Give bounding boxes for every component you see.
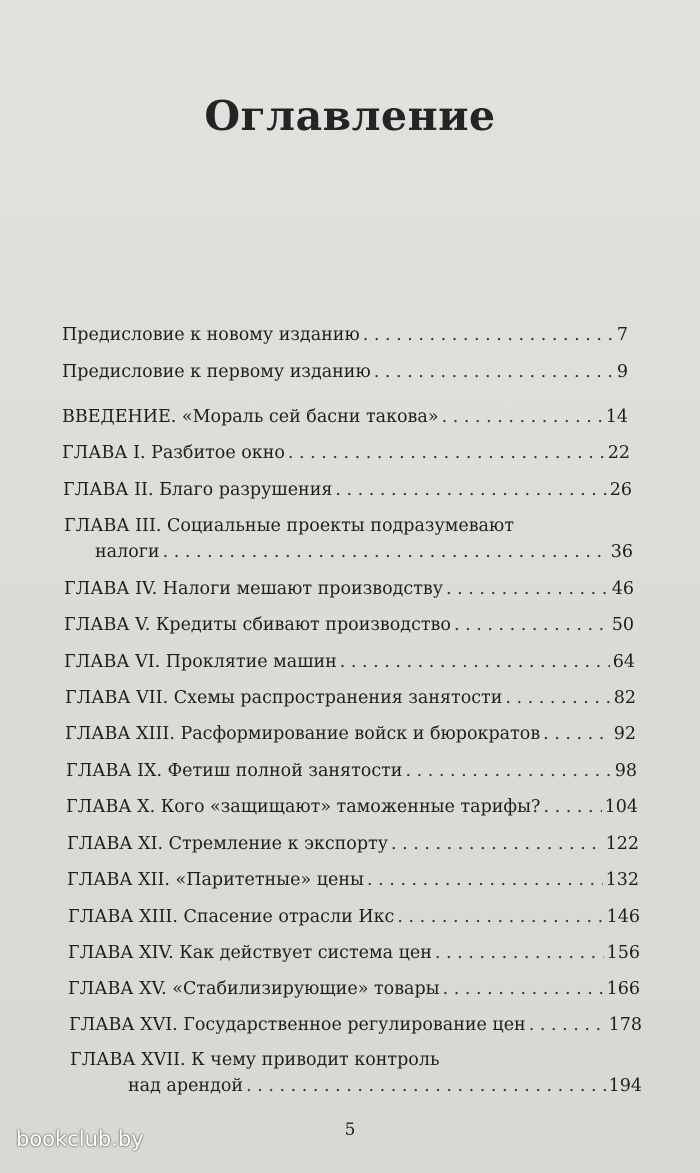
toc-entry-text: ГЛАВА X. Кого «защищают» таможенные тарифы? <box>66 797 541 817</box>
toc-entry-text: ГЛАВА VI. Проклятие машин <box>64 652 337 672</box>
toc-entry-page: 104 <box>604 797 638 817</box>
toc-leader <box>335 478 606 502</box>
toc-entry <box>63 478 632 502</box>
toc-entry-text: ГЛАВА XVI. Государственное регулирование цен <box>69 1015 526 1035</box>
toc-leader <box>246 1074 606 1098</box>
toc-entry-first-line: ГЛАВА III. Социальные проекты подразумевают <box>64 516 514 536</box>
toc-leader <box>397 905 603 929</box>
toc-entry <box>64 577 634 601</box>
toc-entry <box>64 613 634 637</box>
toc-entry-text: ВВЕДЕНИЕ. «Мораль сей басни такова» <box>62 407 439 427</box>
toc-leader <box>340 650 610 674</box>
toc-entry-text: ГЛАВА IV. Налоги мешают производству <box>64 579 444 599</box>
toc-entry <box>95 540 633 564</box>
toc-entry-page: 132 <box>605 870 639 890</box>
toc-leader <box>442 405 603 429</box>
toc-leader <box>543 722 611 746</box>
toc-entry-page: 50 <box>611 615 634 635</box>
toc-leader <box>505 686 610 710</box>
toc-entry <box>68 941 640 965</box>
toc-entry-text: ГЛАВА XI. Стремление к экспорту <box>67 834 388 854</box>
toc-entry <box>62 360 628 384</box>
toc-entry-page: 82 <box>613 688 636 708</box>
toc-entry-page: 7 <box>616 325 628 345</box>
toc-leader <box>435 941 604 965</box>
toc-entry <box>67 868 639 892</box>
toc-leader <box>367 868 603 892</box>
toc-entry-first-line: ГЛАВА XVII. К чему приводит контроль <box>70 1050 440 1070</box>
toc-leader <box>391 832 603 856</box>
page-title: Оглавление <box>204 92 496 140</box>
toc-entry-page: 9 <box>616 362 628 382</box>
toc-entry-text: налоги <box>95 542 160 562</box>
toc-leader <box>454 613 609 637</box>
toc-entry <box>62 405 628 429</box>
toc-leader <box>443 977 604 1001</box>
toc-entry-page: 92 <box>613 724 636 744</box>
toc-leader <box>374 360 614 384</box>
watermark: bookclub.by <box>16 1127 144 1151</box>
toc-entry-page: 26 <box>609 480 632 500</box>
toc-entry-text: Предисловие к новому изданию <box>62 325 360 345</box>
toc-entry <box>66 759 637 783</box>
toc-entry <box>69 1013 642 1037</box>
toc-entry-text: ГЛАВА XIV. Как действует система цен <box>68 943 432 963</box>
toc-entry-text: ГЛАВА XIII. Спасение отрасли Икс <box>68 907 395 927</box>
toc-entry-text: ГЛАВА VII. Схемы распространения занятости <box>65 688 503 708</box>
toc-entry-text: ГЛАВА V. Кредиты сбивают производство <box>64 615 451 635</box>
toc-entry <box>62 441 630 465</box>
toc-entry-text: ГЛАВА IX. Фетиш полной занятости <box>66 761 403 781</box>
toc-entry-text: ГЛАВА XIII. Расформирование войск и бюрократов <box>65 724 541 744</box>
toc-leader <box>163 540 608 564</box>
toc-entry-page: 166 <box>606 979 640 999</box>
toc-entry <box>68 977 640 1001</box>
toc-leader <box>363 323 614 347</box>
toc-entry <box>64 650 635 674</box>
toc-entry-text: ГЛАВА XV. «Стабилизирующие» товары <box>68 979 440 999</box>
toc-entry-text: ГЛАВА I. Разбитое окно <box>62 443 285 463</box>
toc-leader <box>288 441 605 465</box>
toc-entry-page: 146 <box>606 907 640 927</box>
toc-entry <box>66 795 638 819</box>
toc-entry-page: 46 <box>611 579 634 599</box>
toc-entry <box>62 323 628 347</box>
toc-leader <box>543 795 601 819</box>
toc-entry-page: 98 <box>614 761 637 781</box>
toc-entry <box>65 686 636 710</box>
toc-entry-page: 178 <box>608 1015 642 1035</box>
toc-entry-text: ГЛАВА XII. «Паритетные» цены <box>67 870 364 890</box>
toc-entry-page: 194 <box>608 1076 642 1096</box>
toc-entry <box>68 905 640 929</box>
toc-entry-page: 22 <box>607 443 630 463</box>
toc-entry-page: 36 <box>610 542 633 562</box>
toc-leader <box>529 1013 606 1037</box>
toc-entry-page: 14 <box>605 407 628 427</box>
page-number: 5 <box>344 1120 356 1140</box>
toc-entry <box>65 722 636 746</box>
toc-entry-page: 156 <box>606 943 640 963</box>
toc-entry-page: 122 <box>605 834 639 854</box>
toc-entry <box>67 832 639 856</box>
toc-entry-page: 64 <box>612 652 635 672</box>
toc-leader <box>446 577 609 601</box>
toc-entry-text: Предисловие к первому изданию <box>62 362 371 382</box>
toc-entry-text: над арендой <box>128 1076 244 1096</box>
toc-entry <box>128 1074 642 1098</box>
toc-entry-text: ГЛАВА II. Благо разрушения <box>63 480 333 500</box>
toc-leader <box>405 759 611 783</box>
